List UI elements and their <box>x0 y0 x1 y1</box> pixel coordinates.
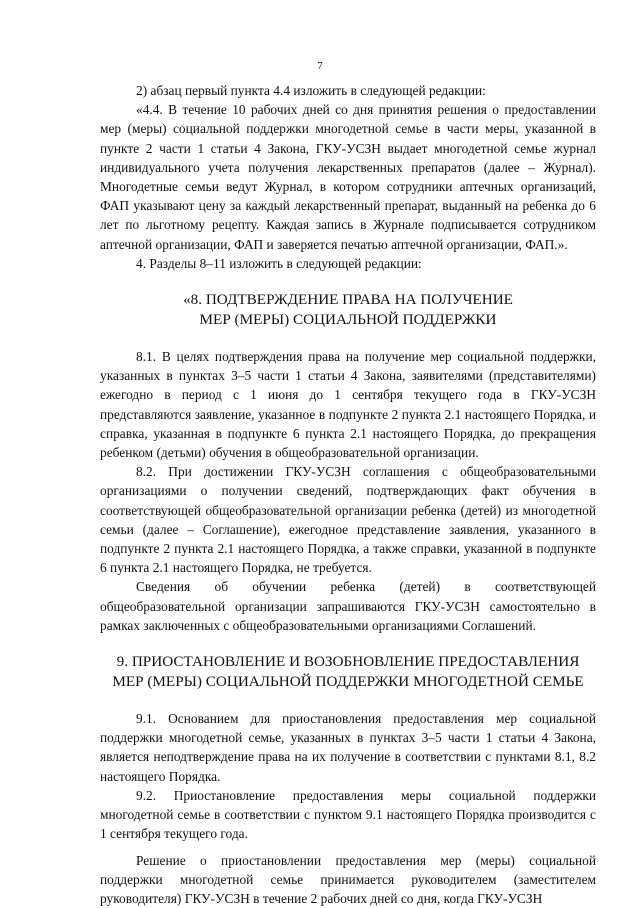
paragraph-9-2: 9.2. Приостановление предоставления меры социальной поддержки многодетной семье в соответствии с пунктом 9.1 настоящего Порядка производится с 1 сентября текущего года. <box>100 786 596 844</box>
paragraph-amendment-4: 4. Разделы 8–11 изложить в следующей редакции: <box>100 254 596 273</box>
paragraph-8-2-info: Сведения об обучении ребенка (детей) в соответствующей общеобразовательной организации запрашиваются ГКУ-УСЗН самостоятельно в рамках заключенных с общеобразовательными организациями Соглашений. <box>100 577 596 635</box>
document-body <box>100 81 596 908</box>
paragraph-8-2: 8.2. При достижении ГКУ-УСЗН соглашения с общеобразовательными организациями о получении сведений, подтверждающих факт обучения в соответствующей общеобразовательной организации ребенка (детей) из многодетной семьи (далее – Соглашение), ежегодное представление заявления, указанного в подпункте 2 пункта 2.1 настоящего Порядка, а также справки, указанной в подпункте 6 пункта 2.1 настоящего Порядка, не требуется. <box>100 462 596 577</box>
section-9-title-line1: 9. ПРИОСТАНОВЛЕНИЕ И ВОЗОБНОВЛЕНИЕ ПРЕДОСТАВЛЕНИЯ <box>100 652 596 672</box>
paragraph-8-1: 8.1. В целях подтверждения права на получение мер социальной поддержки, указанных в пунктах 3–5 части 1 статьи 4 Закона, заявителями (представителями) ежегодно в период с 1 июня до 1 сентября текущего года в ГКУ-УСЗН представляются заявление, указанное в подпункте 2 пункта 2.1 настоящего Порядка, и справка, указанная в подпункте 6 пункта 2.1 настоящего Порядка, до прекращения ребенком (детьми) обучения в общеобразовательной организации. <box>100 347 596 462</box>
paragraph-4-4: «4.4. В течение 10 рабочих дней со дня принятия решения о предоставлении мер (меры) социальной поддержки многодетной семье в части меры, указанной в пункте 2 части 1 статьи 4 Закона, ГКУ-УСЗН выдает многодетной семье журнал индивидуального учета получения лекарственных препаратов (далее – Журнал). Многодетные семьи ведут Журнал, в котором сотрудники аптечных организаций, ФАП указывают цену за каждый лекарственный препарат, выданный на ребенка до 6 лет по льготному рецепту. Каждая запись в Журнале подписывается сотрудником аптечной организации, ФАП и заверяется печатью аптечной организации, ФАП.». <box>100 100 596 254</box>
paragraph-amendment-2: 2) абзац первый пункта 4.4 изложить в следующей редакции: <box>100 81 596 100</box>
section-8-title-line2: МЕР (МЕРЫ) СОЦИАЛЬНОЙ ПОДДЕРЖКИ <box>100 310 596 330</box>
section-9-heading <box>100 652 596 692</box>
section-8-heading <box>100 290 596 330</box>
section-8-title-line1: «8. ПОДТВЕРЖДЕНИЕ ПРАВА НА ПОЛУЧЕНИЕ <box>100 290 596 310</box>
page-number: 7 <box>0 57 640 76</box>
paragraph-9-1: 9.1. Основанием для приостановления предоставления мер социальной поддержки многодетной семье, указанных в пунктах 3–5 части 1 статьи 4 Закона, является неподтверждение права на их получение в соответствии с пунктами 8.1, 8.2 настоящего Порядка. <box>100 709 596 786</box>
section-9-title-line2: МЕР (МЕРЫ) СОЦИАЛЬНОЙ ПОДДЕРЖКИ МНОГОДЕТНОЙ СЕМЬЕ <box>100 672 596 692</box>
paragraph-9-2-decision: Решение о приостановлении предоставления мер (меры) социальной поддержки многодетной семье принимается руководителем (заместителем руководителя) ГКУ-УСЗН в течение 2 рабочих дней со дня, когда ГКУ-УСЗН <box>100 851 596 908</box>
